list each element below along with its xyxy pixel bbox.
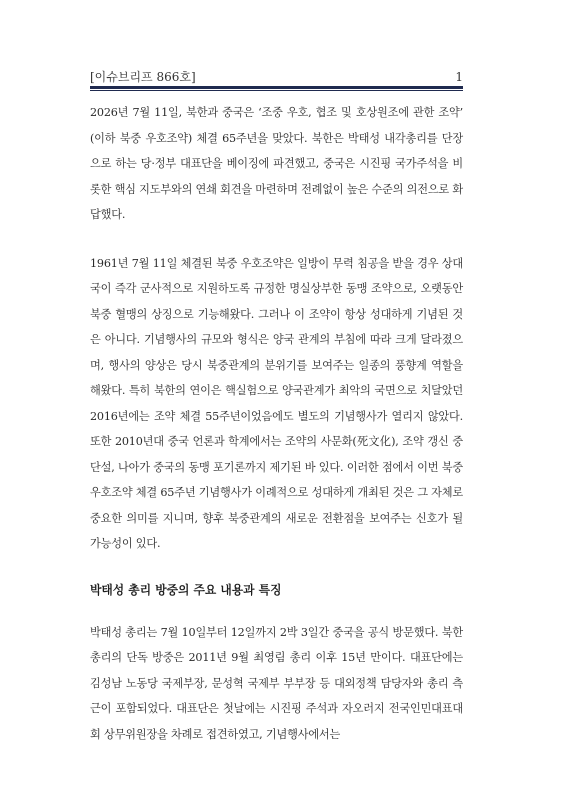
- body-content: [90, 100, 463, 747]
- issue-brief-label: [이슈브리프 866호]: [90, 70, 196, 84]
- page-number: 1: [455, 70, 463, 84]
- paragraph-treaty-history: 1961년 7월 11일 체결된 북중 우호조약은 일방이 무력 침공을 받을 경우 상대국이 즉각 군사적으로 지원하도록 규정한 명실상부한 동맹 조약으로, 오랫동안 북중 혈맹의 상징으로 기능해왔다. 그러나 이 조약이 항상 성대하게 기념된 것은 아니다. 기념행사의 규모와 형식은 양국 관계의 부침에 따라 크게 달라졌으며, 행사의 양상은 당시 북중관계의 분위기를 보여주는 일종의 풍향계 역할을 해왔다. 특히 북한의 연이은 핵실험으로 양국관계가 최악의 국면으로 치달았던 2016년에는 조약 체결 55주년이었음에도 별도의 기념행사가 열리지 않았다. 또한 2010년대 중국 언론과 학계에서는 조약의 사문화(死文化), 조약 갱신 중단설, 나아가 중국의 동맹 포기론까지 제기된 바 있다. 이러한 점에서 이번 북중 우호조약 체결 65주년 기념행사가 이례적으로 성대하게 개최된 것은 그 자체로 중요한 의미를 지니며, 향후 북중관계의 새로운 전환점을 보여주는 신호가 될 가능성이 있다.: [90, 256, 463, 550]
- section-heading: 박태성 총리 방중의 주요 내용과 특징: [90, 582, 282, 597]
- page-header: [90, 68, 463, 85]
- header-divider-thin: [90, 90, 463, 91]
- header-divider-thick: [90, 86, 463, 89]
- paragraph-visit-details: 박태성 총리는 7월 10일부터 12일까지 2박 3일간 중국을 공식 방문했다. 북한 총리의 단독 방중은 2011년 9월 최영림 총리 이후 15년 만이다. 대표단에는 김성남 노동당 국제부장, 문성혁 국제부 부부장 등 대외정책 담당자와 총리 측근이 포함되었다. 대표단은 첫날에는 시진핑 주석과 자오러지 전국인민대표대회 상무위원장을 차례로 접견하였고, 기념행사에서는: [90, 625, 463, 741]
- paragraph-intro: 2026년 7월 11일, 북한과 중국은 ‘조중 우호, 협조 및 호상원조에 관한 조약’ (이하 북중 우호조약) 체결 65주년을 맞았다. 북한은 박태성 내각총리를 단장으로 하는 당·정부 대표단을 베이징에 파견했고, 중국은 시진핑 국가주석을 비롯한 핵심 지도부와의 연쇄 회견을 마련하며 전례없이 높은 수준의 의전으로 화답했다.: [90, 106, 463, 221]
